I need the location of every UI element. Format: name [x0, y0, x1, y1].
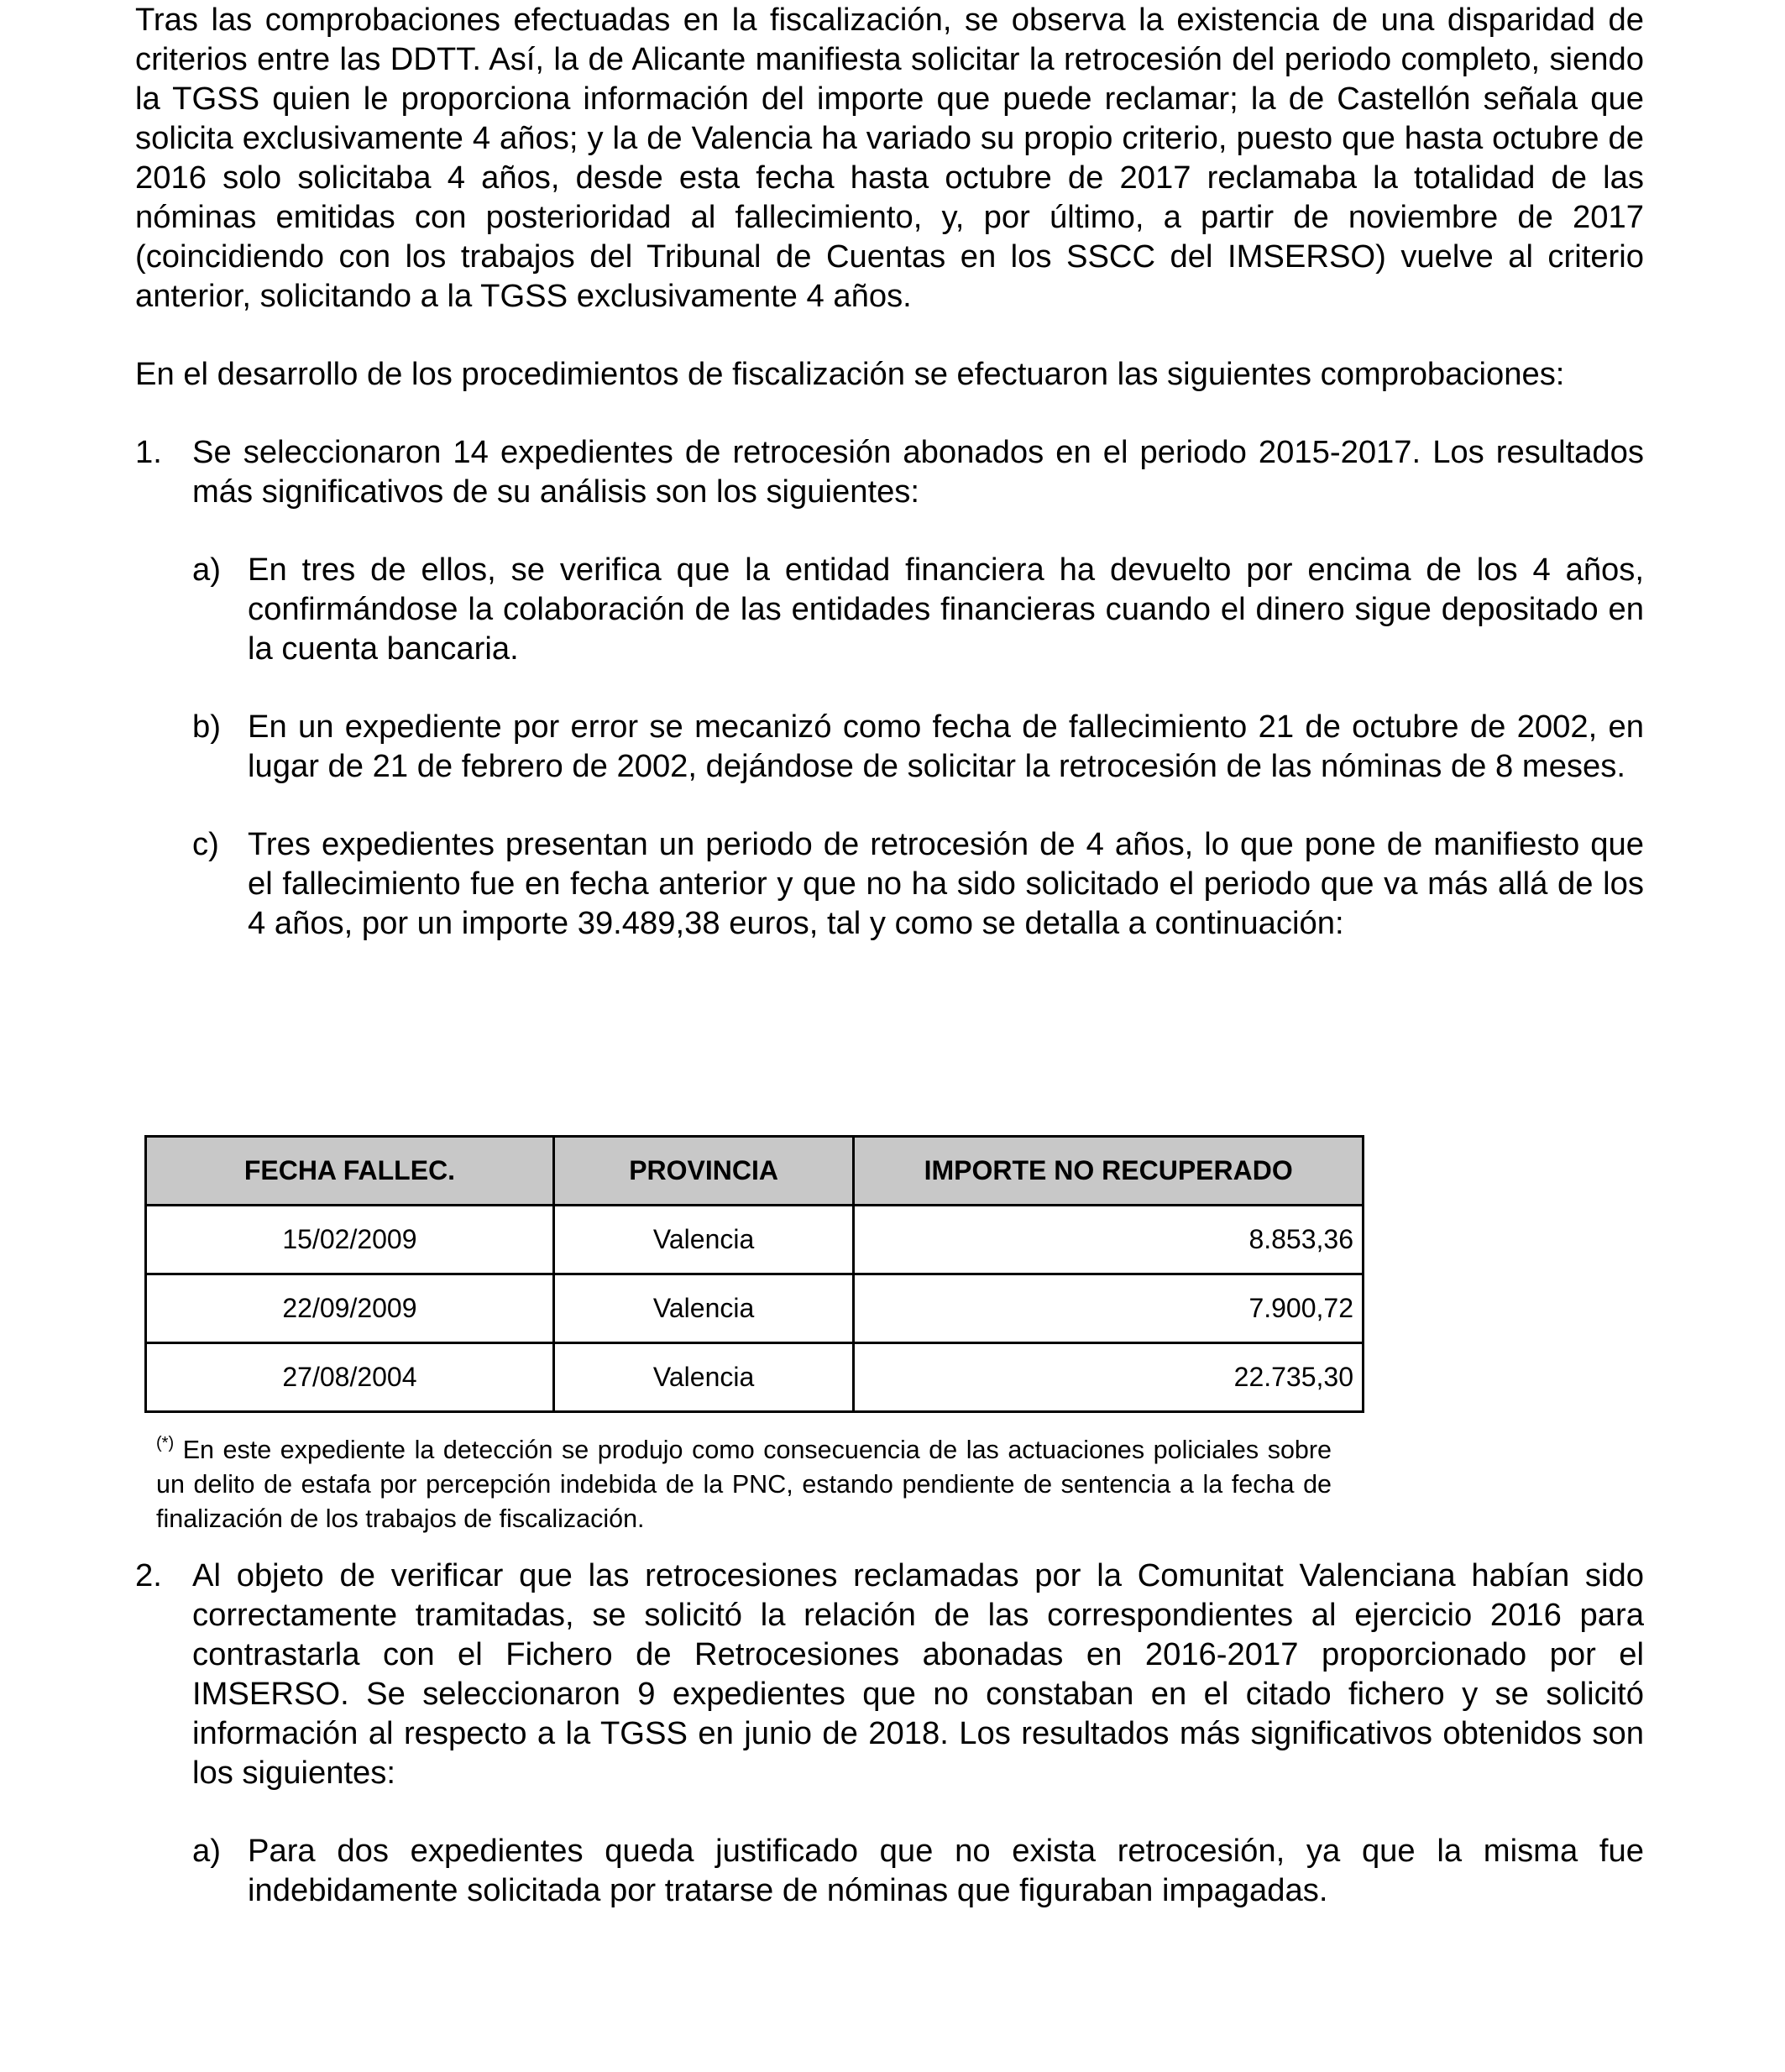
subitem-2a — [135, 1831, 1644, 1910]
document-body — [135, 0, 1644, 943]
document-body-continued — [135, 1556, 1644, 1910]
table-row — [146, 1206, 1364, 1274]
subitem-1a — [135, 550, 1644, 668]
cell-amount: 7.900,72 — [854, 1274, 1364, 1343]
table-row — [146, 1274, 1364, 1343]
header-importe: IMPORTE NO RECUPERADO — [854, 1137, 1364, 1206]
list-item-1 — [135, 432, 1644, 511]
subitem-letter: c) — [192, 826, 219, 862]
intro-paragraph: Tras las comprobaciones efectuadas en la fiscalización, se observa la existencia de una disparidad de criterios entre las DDTT. Así, la de Alicante manifiesta solicitar la retrocesión del periodo completo, siendo la TGSS quien le proporciona información del importe que puede reclamar; la de Castellón señala que solicita exclusivamente 4 años; y la de Valencia ha variado su propio criterio, puesto que hasta octubre de 2016 solo solicitaba 4 años, desde esta fecha hasta octubre de 2017 reclamaba la totalidad de las nóminas emitidas con posterioridad al fallecimiento, y, por último, a partir de noviembre de 2017 (coincidiendo con los trabajos del Tribunal de Cuentas en los SSCC del IMSERSO) vuelve al criterio anterior, solicitando a la TGSS exclusivamente 4 años. — [135, 2, 1644, 314]
list-item-1-text: Se seleccionaron 14 expedientes de retrocesión abonados en el periodo 2015-2017. Los resultados más significativos de su análisis son los siguientes: — [192, 434, 1644, 510]
subitem-2a-text: Para dos expedientes queda justificado que no exista retrocesión, ya que la misma fue indebidamente solicitada por tratarse de nóminas que figuraban impagadas. — [248, 1833, 1644, 1908]
footnote-text: En este expediente la detección se produjo como consecuencia de las actuaciones policiales sobre un delito de estafa por percepción indebida de la PNC, estando pendiente de sentencia a la fecha de finalización de los trabajos de fiscalización. — [156, 1436, 1332, 1533]
list-number: 2. — [135, 1557, 162, 1593]
header-fecha-fallec: FECHA FALLEC. — [146, 1137, 554, 1206]
subitem-letter: b) — [192, 709, 221, 745]
subitem-1a-text: En tres de ellos, se verifica que la entidad financiera ha devuelto por encima de los 4 años, confirmándose la colaboración de las entidades financieras cuando el dinero sigue depositado en la cuenta bancaria. — [248, 552, 1644, 667]
header-provincia: PROVINCIA — [553, 1137, 853, 1206]
list-item-2-text: Al objeto de verificar que las retrocesiones reclamadas por la Comunitat Valenciana habían sido correctamente tramitadas, se solicitó la relación de las correspondientes al ejercicio 2016 para contrastarla con el Fichero de Retrocesiones abonadas en 2016-2017 proporcionado por el IMSERSO. Se seleccionaron 9 expedientes que no constaban en el citado fichero y se solicitó información al respecto a la TGSS en junio de 2018. Los resultados más significativos obtenidos son los siguientes: — [192, 1557, 1644, 1791]
subitem-letter: a) — [192, 552, 221, 588]
cell-province: Valencia — [553, 1343, 853, 1412]
table-row — [146, 1343, 1364, 1412]
cell-province: Valencia — [553, 1206, 853, 1274]
list-item-2 — [135, 1556, 1644, 1792]
cell-date: 15/02/2009 — [146, 1206, 554, 1274]
cell-amount: 8.853,36 — [854, 1206, 1364, 1274]
subitem-1c — [135, 824, 1644, 943]
subitem-letter: a) — [192, 1833, 221, 1869]
cell-province: Valencia — [553, 1274, 853, 1343]
footnote-mark: (*) — [156, 1434, 175, 1452]
subitem-1c-text: Tres expedientes presentan un periodo de retrocesión de 4 años, lo que pone de manifiesto que el fallecimiento fue en fecha anterior y que no ha sido solicitado el periodo que va más allá de los 4 años, por un importe 39.489,38 euros, tal y como se detalla a continuación: — [248, 826, 1644, 941]
cell-date: 27/08/2004 — [146, 1343, 554, 1412]
subitem-1b-text: En un expediente por error se mecanizó como fecha de fallecimiento 21 de octubre de 2002, en lugar de 21 de febrero de 2002, dejándose de solicitar la retrocesión de las nóminas de 8 meses. — [248, 709, 1644, 784]
cell-date: 22/09/2009 — [146, 1274, 554, 1343]
table-header-row — [146, 1137, 1364, 1206]
procedures-paragraph: En el desarrollo de los procedimientos de fiscalización se efectuaron las siguientes comprobaciones: — [135, 356, 1565, 392]
list-number: 1. — [135, 434, 162, 470]
cell-amount: 22.735,30 — [854, 1343, 1364, 1412]
table-footnote — [156, 1433, 1332, 1536]
subitem-1b — [135, 707, 1644, 786]
unrecovered-amounts-table — [144, 1135, 1364, 1413]
